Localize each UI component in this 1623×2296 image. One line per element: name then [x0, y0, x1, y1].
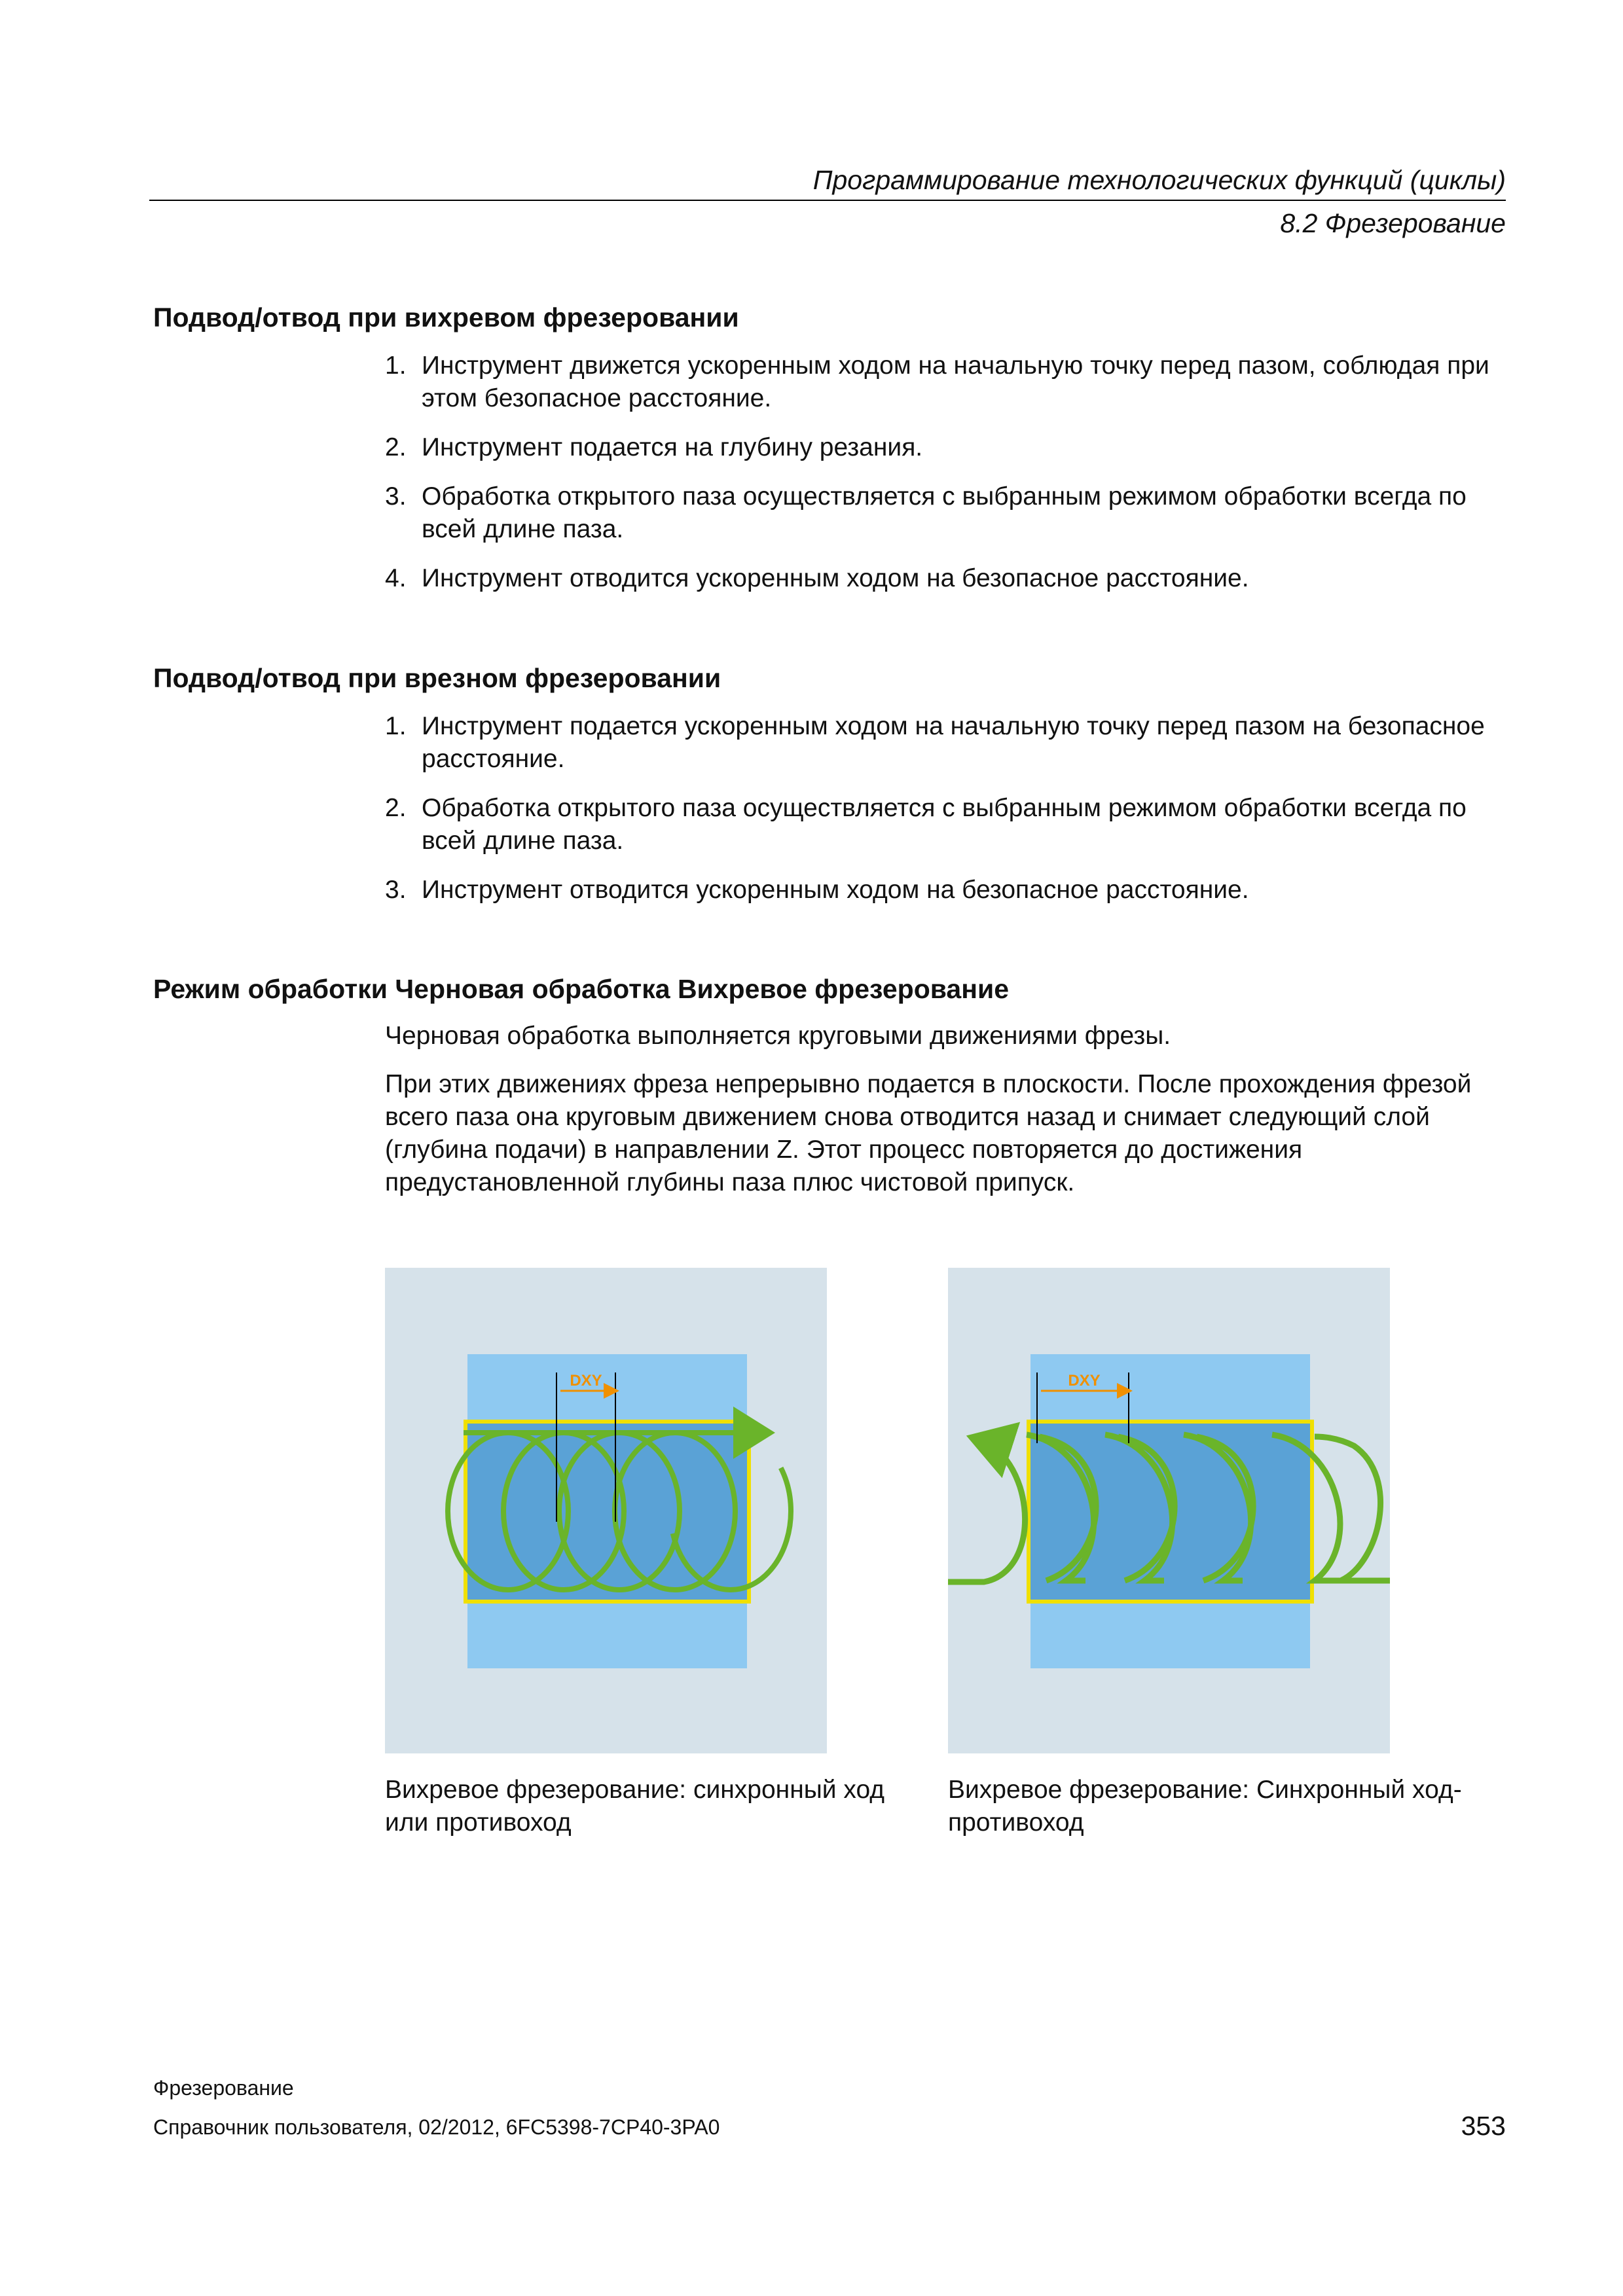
list-item: 1. Инструмент движется ускоренным ходом на начальную точку перед пазом, соблюдая при этом безопасное расстояние. — [385, 351, 1489, 412]
running-header-chapter: Программирование технологических функций (циклы) — [812, 165, 1506, 195]
page-number: 353 — [1461, 2111, 1506, 2141]
footer-document-title: Фрезерование — [153, 2076, 294, 2100]
numbered-list-plunge — [385, 710, 1498, 923]
paragraph-roughing-intro: Черновая обработка выполняется круговыми движениями фрезы. — [385, 1022, 1171, 1050]
list-item: 1. Инструмент подается ускоренным ходом на начальную точку перед пазом на безопасное расстояние. — [385, 712, 1485, 773]
slot-outline — [465, 1422, 749, 1602]
section-heading-whirl-approach: Подвод/отвод при вихревом фрезеровании — [153, 302, 739, 332]
header-rule — [149, 200, 1506, 201]
dxy-label: DXY — [570, 1372, 602, 1390]
figure-whirl-circular — [385, 1268, 827, 1753]
list-item: 2. Обработка открытого паза осуществляется с выбранным режимом обработки всегда по всей длине паза. — [385, 794, 1467, 855]
numbered-list-whirl — [385, 350, 1498, 611]
list-item: 4. Инструмент отводится ускоренным ходом на безопасное расстояние. — [385, 564, 1249, 592]
figure-whirl-circular-diagram — [385, 1268, 827, 1753]
figure-whirl-semicircle-diagram — [948, 1268, 1390, 1753]
dxy-label: DXY — [1068, 1372, 1101, 1390]
footer-manual-info: Справочник пользователя, 02/2012, 6FC5398-7CP40-3PA0 — [153, 2115, 720, 2139]
figure-caption-circular: Вихревое фрезерование: синхронный ход или противоход — [385, 1776, 885, 1837]
running-header-section: 8.2 Фрезерование — [1280, 208, 1506, 238]
list-item: 3. Обработка открытого паза осуществляется с выбранным режимом обработки всегда по всей длине паза. — [385, 482, 1467, 543]
figure-whirl-semicircle — [948, 1268, 1390, 1753]
section-heading-plunge-approach: Подвод/отвод при врезном фрезеровании — [153, 663, 721, 693]
list-item: 2. Инструмент подается на глубину резания. — [385, 433, 923, 461]
list-item: 3. Инструмент отводится ускоренным ходом на безопасное расстояние. — [385, 876, 1249, 904]
paragraph-roughing-detail: При этих движениях фреза непрерывно подается в плоскости. После прохождения фрезой всего паза она круговым движением снова отводится назад и снимает следующий слой (глубина подачи) в направлении Z. Этот процесс повторяется до достижения предустановленной глубины паза плюс чистовой припуск. — [385, 1070, 1472, 1196]
section-heading-roughing-mode: Режим обработки Черновая обработка Вихревое фрезерование — [153, 974, 1009, 1004]
figure-caption-semicircle: Вихревое фрезерование: Синхронный ход-противоход — [948, 1776, 1462, 1837]
